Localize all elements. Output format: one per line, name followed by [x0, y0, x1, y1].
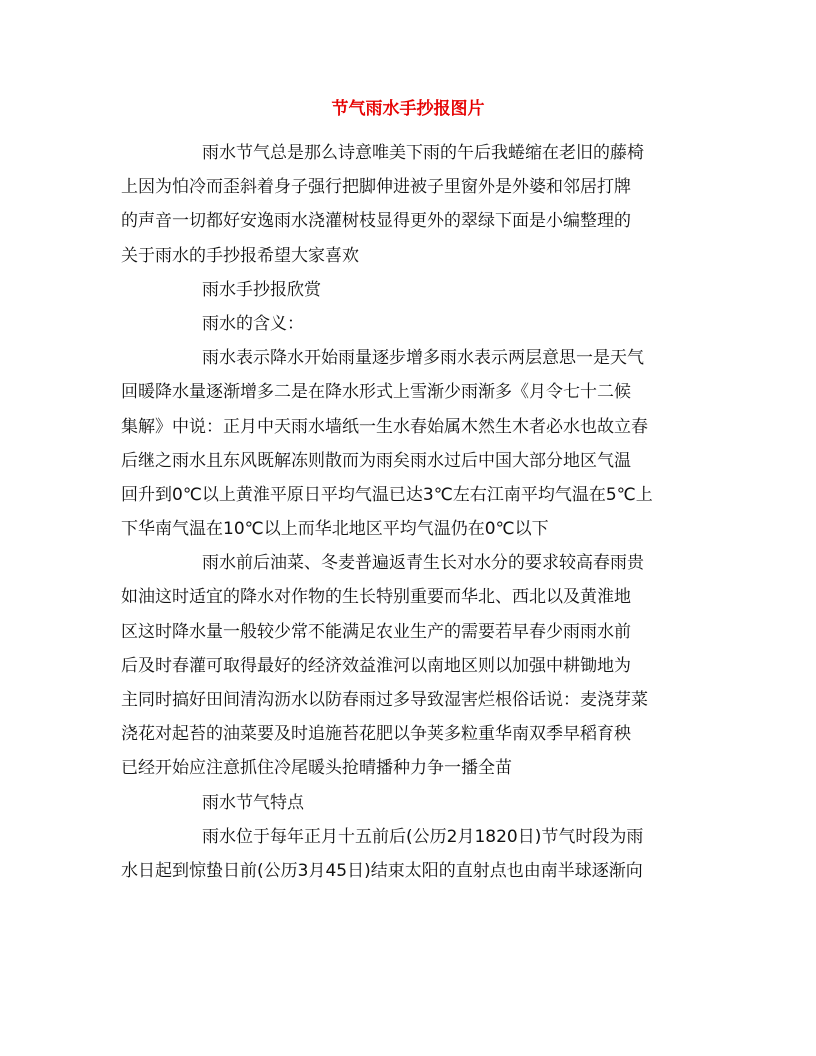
text-line: 水日起到惊蛰日前(公历3月45日)结束太阳的直射点也由南半球逐渐向 — [121, 860, 643, 881]
text-line: 雨水位于每年正月十五前后(公历2月1820日)节气时段为雨 — [202, 826, 644, 847]
text-line: 雨水前后油菜、冬麦普遍返青生长对水分的要求较高春雨贵 — [202, 553, 644, 574]
paragraph-meaning — [121, 341, 701, 546]
text-line: 雨水表示降水开始雨量逐步增多雨水表示两层意思一是天气 — [202, 348, 644, 369]
text-line: 已经开始应注意抓住冷尾暖头抢晴播种力争一播全苗 — [121, 758, 512, 779]
text-line: 后及时春灌可取得最好的经济效益淮河以南地区则以加强中耕锄地为 — [121, 655, 631, 676]
text-line: 主同时搞好田间清沟沥水以防春雨过多导致湿害烂根俗话说：麦浇芽菜 — [121, 690, 648, 710]
paragraph-agriculture — [121, 546, 701, 785]
text-line: 雨水节气特点 — [202, 792, 304, 813]
text-line: 区这时降水量一般较少常不能满足农业生产的需要若早春少雨雨水前 — [121, 621, 631, 642]
section-heading-features — [121, 786, 701, 820]
text-line: 下华南气温在10℃以上而华北地区平均气温仍在0℃以下 — [121, 519, 549, 540]
text-line: 后继之雨水且东风既解冻则散而为雨矣雨水过后中国大部分地区气温 — [121, 450, 631, 471]
document-body — [121, 136, 701, 888]
paragraph-features — [121, 820, 701, 888]
text-line: 回暖降水量逐渐增多二是在降水形式上雪渐少雨渐多《月令七十二候 — [121, 382, 631, 403]
text-line: 如油这时适宜的降水对作物的生长特别重要而华北、西北以及黄淮地 — [121, 587, 631, 608]
text-line: 回升到0℃以上黄淮平原日平均气温已达3℃左右江南平均气温在5℃上 — [121, 484, 653, 505]
text-line: 雨水节气总是那么诗意唯美下雨的午后我蜷缩在老旧的藤椅 — [202, 143, 644, 163]
text-line: 集解》中说：正月中天雨水墙纸一生水春始属木然生木者必水也故立春 — [121, 416, 648, 437]
document-title: 节气雨水手抄报图片 — [331, 99, 485, 119]
paragraph-intro — [121, 136, 701, 273]
text-line: 上因为怕冷而歪斜着身子强行把脚伸进被子里窗外是外婆和邻居打牌 — [121, 177, 631, 198]
section-heading-appreciation — [121, 273, 701, 307]
text-line: 的声音一切都好安逸雨水浇灌树枝显得更外的翠绿下面是小编整理的 — [121, 211, 631, 232]
text-line: 浇花对起苔的油菜要及时追施苔花肥以争荚多粒重华南双季早稻育秧 — [121, 724, 631, 745]
text-line: 雨水的含义： — [202, 313, 304, 334]
section-heading-meaning — [121, 307, 701, 341]
text-line: 雨水手抄报欣赏 — [202, 279, 321, 300]
text-line: 关于雨水的手抄报希望大家喜欢 — [121, 245, 359, 266]
